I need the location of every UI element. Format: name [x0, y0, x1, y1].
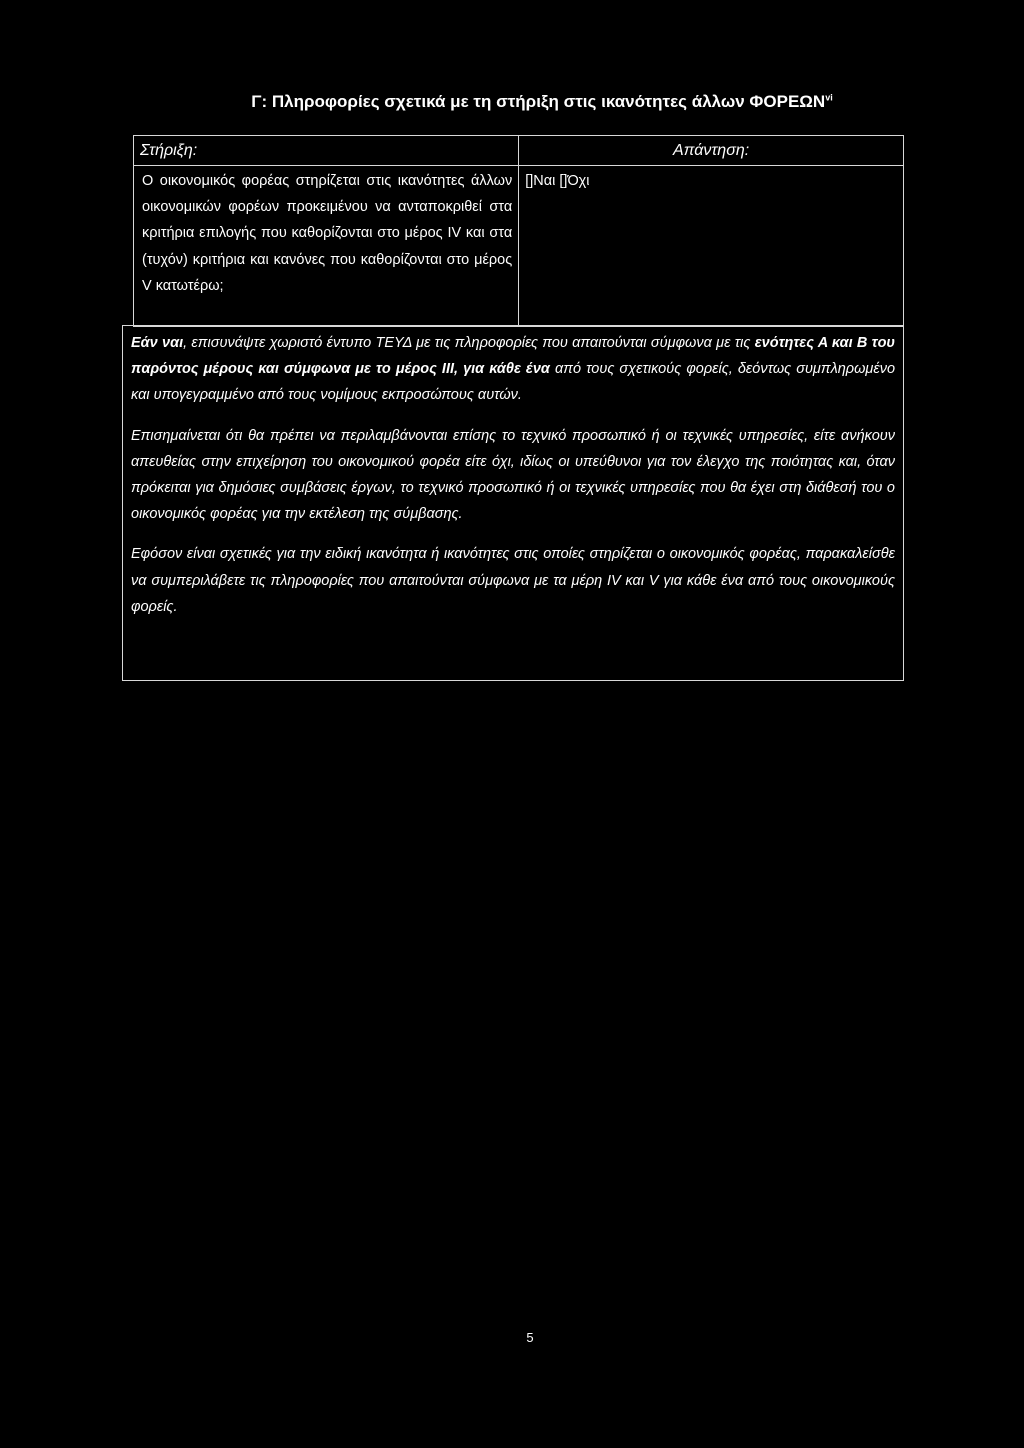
section-heading-text: Γ: Πληροφορίες σχετικά με τη στήριξη στις ικανότητες άλλων ΦΟΡΕΩΝ — [251, 92, 826, 111]
support-header: Στήριξη: — [134, 136, 519, 166]
instructions-box — [122, 325, 904, 681]
instructions-text-2: από τους σχετικούς φορείς, δεόντως συμπληρωμένο και υπογεγραμμένο από τους νομίμους εκπροσώπους αυτών. — [131, 361, 896, 404]
answer-cell — [519, 166, 904, 327]
footnote-marker: vi — [825, 92, 833, 103]
answer-no-option[interactable]: []Όχι — [559, 173, 590, 189]
answer-header: Απάντηση: — [519, 136, 904, 166]
page-number: 5 — [526, 1330, 534, 1345]
instructions-paragraph-2: Επισημαίνεται ότι θα πρέπει να περιλαμβάνονται επίσης το τεχνικό προσωπικό ή οι τεχνικές υπηρεσίες, είτε ανήκουν απευθείας στην επιχείρηση του οικονομικού φορέα είτε όχι, ιδίως οι υπεύθυνοι για τον έλεγχο της ποιότητας και, όταν πρόκειται για δημόσιες συμβάσεις έργων, το τεχνικό προσωπικό ή οι τεχνικές υπηρεσίες που θα έχει στη διάθεσή του ο οικονομικός φορέας για την εκτέλεση της σύμβασης. — [131, 427, 895, 523]
instructions-bold-if-yes: Εάν ναι — [131, 335, 184, 351]
answer-yes-option[interactable]: []Ναι — [525, 173, 556, 189]
section-heading — [0, 92, 1024, 112]
instructions-paragraph-1 — [131, 330, 895, 409]
instructions-text-1: , επισυνάψτε χωριστό έντυπο ΤΕΥΔ με τις πληροφορίες που απαιτούνται σύμφωνα με τις — [183, 335, 755, 351]
table-header-row — [134, 136, 904, 166]
support-table — [133, 135, 904, 327]
instructions-paragraph-3: Εφόσον είναι σχετικές για την ειδική ικανότητα ή ικανότητες στις οποίες στηρίζεται ο οικονομικός φορέας, παρακαλείσθε να συμπεριλάβετε τις πληροφορίες που απαιτούνται σύμφωνα με τα μέρη IV και V για κάθε ένα από τους οικονομικούς φορείς. — [131, 546, 895, 615]
instructions-bold-sections: ενότητες Α και Β του παρόντος μέρους και σύμφωνα με το μέρος ΙΙΙ, για κάθε ένα — [131, 335, 896, 378]
table-row — [134, 166, 904, 327]
support-question: Ο οικονομικός φορέας στηρίζεται στις ικανότητες άλλων οικονομικών φορέων προκειμένου να ανταποκριθεί στα κριτήρια επιλογής που καθορίζονται στο μέρος IV και στα (τυχόν) κριτήρια και κανόνες που καθορίζονται στο μέρος V κατωτέρω; — [134, 166, 519, 327]
